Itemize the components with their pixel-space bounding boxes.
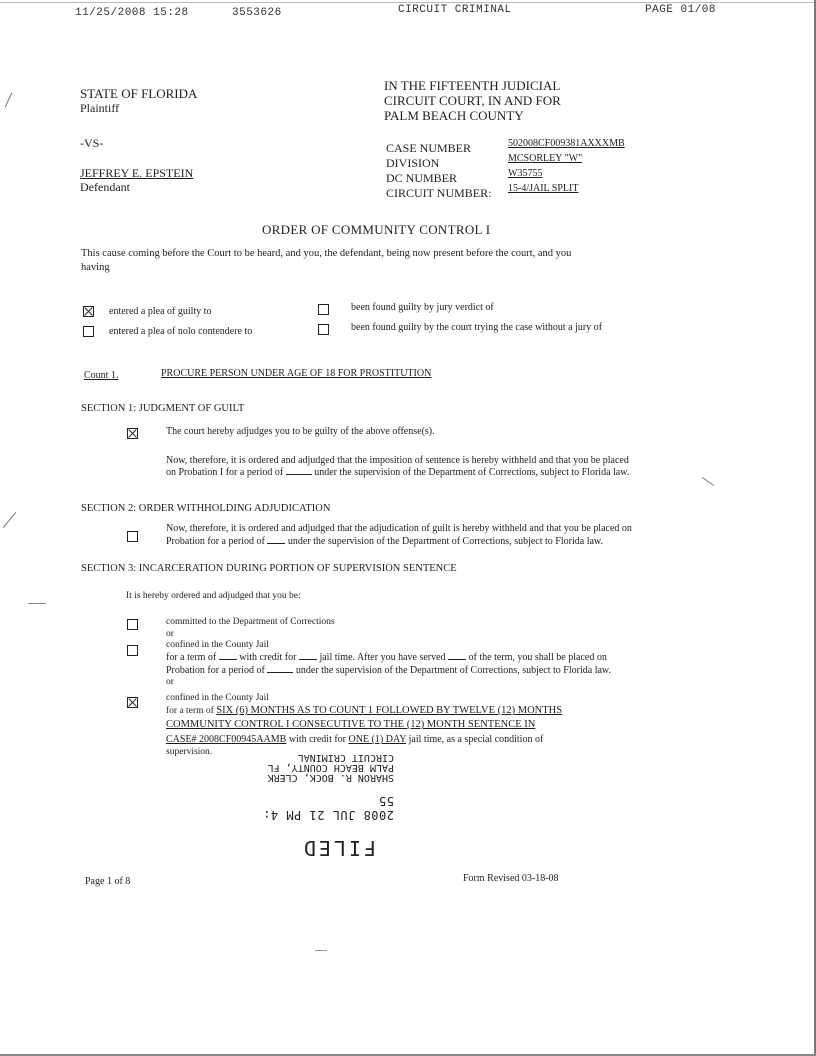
case-number-label: CASE NUMBER — [386, 141, 472, 155]
section3-or-1: or — [166, 629, 174, 639]
term-blank — [219, 658, 237, 660]
plaintiff-name: STATE OF FLORIDA — [80, 86, 198, 101]
credit-text-split: with credit for — [288, 734, 347, 745]
stamp-line-2: PALM BEACH COUNTY, FL — [267, 762, 394, 773]
section3-split-line-2: COMMUNITY CONTROL I CONSECUTIVE TO THE (12) MONTH SENTENCE IN — [166, 719, 536, 730]
section3-county-jail-terms — [166, 652, 607, 663]
section2-paragraph-line-2 — [166, 536, 603, 547]
section1-period-blank — [286, 473, 312, 475]
fax-scan-line — [0, 2, 816, 3]
served-text: jail time. After you have served — [319, 652, 446, 663]
section1-paragraph-line-1: Now, therefore, it is ordered and adjudged that the imposition of sentence is hereby withheld and that you be placed — [166, 455, 629, 466]
credit-text: with credit for — [239, 652, 297, 663]
section3-county-jail-split-label: confined in the County Jail — [166, 693, 269, 703]
versus-label: -VS- — [80, 136, 104, 150]
section3-county-jail-checkbox[interactable] — [127, 645, 138, 656]
intro-line-1: This cause coming before the Court to be heard, and you, the defendant, being now present before the court, and you — [81, 248, 572, 259]
jury-verdict-label: been found guilty by jury verdict of — [351, 302, 494, 313]
section1-heading: SECTION 1: JUDGMENT OF GUILT — [81, 403, 245, 414]
footer-page-number: Page 1 of 8 — [85, 876, 131, 887]
division-label: DIVISION — [386, 156, 440, 170]
dc-number-label: DC NUMBER — [386, 171, 458, 185]
probation-blank — [267, 671, 293, 673]
section3-doc-label: committed to the Department of Corrections — [166, 617, 335, 627]
section3-heading: SECTION 3: INCARCERATION DURING PORTION OF SUPERVISION SENTENCE — [81, 563, 457, 574]
case-reference: CASE# 2008CF00945AAMB — [166, 734, 287, 745]
section3-or-2: or — [166, 677, 174, 687]
order-title: ORDER OF COMMUNITY CONTROL I — [262, 222, 491, 237]
scan-mark-left-1 — [5, 93, 13, 108]
section2-period-blank — [267, 542, 285, 544]
plea-guilty-label: entered a plea of guilty to — [109, 306, 212, 317]
section3-intro: It is hereby ordered and adjudged that you be: — [126, 591, 301, 601]
section2-checkbox[interactable] — [127, 531, 138, 542]
section2-supervision-text: under the supervision of the Department of Corrections, subject to Florida law. — [287, 536, 603, 547]
fax-page-number: PAGE 01/08 — [645, 4, 717, 16]
section3-county-jail-label: confined in the County Jail — [166, 640, 269, 650]
section1-supervision-text: under the supervision of the Department of Corrections, subject to Florida law. — [314, 467, 630, 478]
clerk-filed-stamp — [244, 752, 394, 860]
placed-on-text: of the term, you shall be placed on — [468, 652, 607, 663]
split-term-value: SIX (6) MONTHS AS TO COUNT 1 FOLLOWED BY TWELVE (12) MONTHS — [216, 705, 563, 716]
section1-probation-text: on Probation I for a period of — [166, 467, 284, 478]
plea-guilty-checkbox[interactable] — [83, 306, 94, 317]
section3-county-jail-split-checkbox[interactable] — [127, 697, 138, 708]
plea-nolo-checkbox[interactable] — [83, 326, 94, 337]
defendant-name: JEFFREY E. EPSTEIN — [80, 166, 194, 180]
section3-county-jail-probation — [166, 665, 611, 676]
defendant-role: Defendant — [80, 180, 130, 194]
case-number-value: 502008CF009381AXXXMB — [508, 138, 625, 149]
court-trial-label: been found guilty by the court trying the case without a jury of — [351, 322, 603, 333]
stamp-line-4: 2008 JUL 21 PM 4: 55 — [262, 794, 394, 822]
section3-split-line-3 — [166, 734, 543, 745]
scan-mark-left-2 — [3, 512, 17, 528]
court-line-3: PALM BEACH COUNTY — [384, 108, 524, 123]
section2-paragraph-line-1: Now, therefore, it is ordered and adjudged that the adjudication of guilt is hereby withheld and that you be placed on — [166, 523, 632, 534]
court-line-2: CIRCUIT COURT, IN AND FOR — [384, 93, 561, 108]
probation-text: Probation for a period of — [166, 665, 265, 676]
intro-line-2: having — [81, 262, 110, 273]
scan-mark-right-1 — [702, 477, 714, 486]
section2-heading: SECTION 2: ORDER WITHHOLDING ADJUDICATION — [81, 503, 331, 514]
section2-probation-text: Probation for a period of — [166, 536, 265, 547]
fax-department: CIRCUIT CRIMINAL — [398, 4, 512, 16]
circuit-number-label: CIRCUIT NUMBER: — [386, 186, 492, 200]
section1-checkbox[interactable] — [127, 428, 138, 439]
footer-form-revision: Form Revised 03-18-08 — [463, 873, 559, 884]
plea-nolo-label: entered a plea of nolo contendere to — [109, 326, 253, 337]
section1-paragraph-line-2 — [166, 467, 629, 478]
dc-number-value: W35755 — [508, 168, 543, 179]
credit-days: ONE (1) DAY — [348, 734, 407, 745]
court-trial-checkbox[interactable] — [318, 324, 329, 335]
stamp-line-3: SHARON R. BOCK, CLERK — [267, 772, 394, 783]
fax-phone: 3553626 — [232, 7, 282, 19]
scan-mark-left-3 — [28, 603, 46, 604]
split-term-text: for a term of — [166, 706, 214, 716]
section3-split-line-4: supervision. — [166, 747, 213, 757]
stamp-line-1: CIRCUIT CRIMINAL — [297, 752, 394, 763]
court-line-1: IN THE FIFTEENTH JUDICIAL — [384, 78, 561, 93]
scan-mark-bottom — [315, 950, 327, 951]
section3-split-line-1 — [166, 705, 562, 716]
term-text: for a term of — [166, 652, 217, 663]
fax-datetime: 11/25/2008 15:28 — [75, 7, 189, 19]
count-offense: PROCURE PERSON UNDER AGE OF 18 FOR PROSTITUTION — [161, 368, 432, 379]
plaintiff-role: Plaintiff — [80, 101, 120, 115]
circuit-number-value: 15-4/JAIL SPLIT — [508, 183, 579, 194]
credit-blank — [299, 658, 317, 660]
stamp-line-5: FILED — [300, 836, 376, 860]
section3-doc-checkbox[interactable] — [127, 619, 138, 630]
jury-verdict-checkbox[interactable] — [318, 304, 329, 315]
division-value: MCSORLEY "W" — [508, 153, 583, 164]
special-condition-text: jail time, as a special condition of — [408, 734, 544, 745]
served-blank — [448, 658, 466, 660]
section1-checkbox-label: The court hereby adjudges you to be guilty of the above offense(s). — [166, 426, 435, 437]
count-label: Count 1. — [84, 370, 119, 381]
supervision-text: under the supervision of the Department of Corrections, subject to Florida law. — [295, 665, 611, 676]
